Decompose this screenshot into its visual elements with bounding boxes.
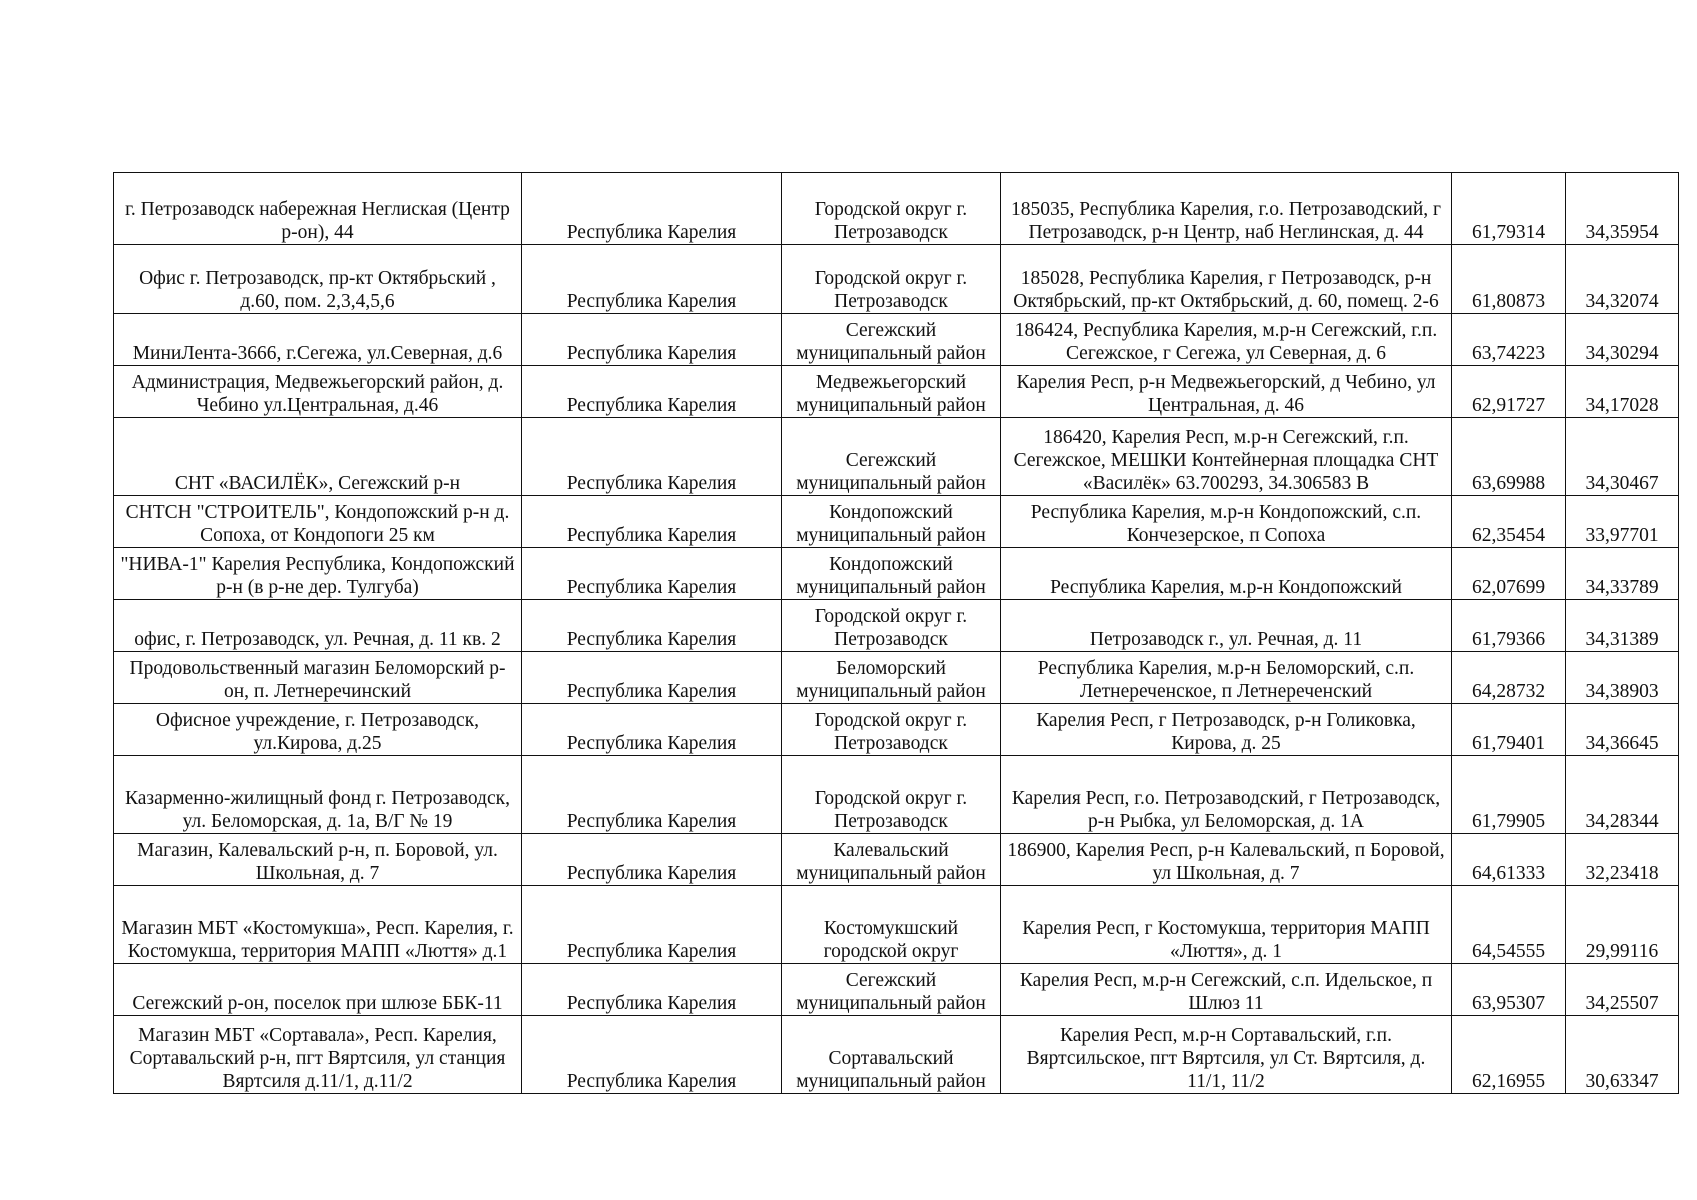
- cell-address: Карелия Респ, р-н Медвежьегорский, д Чебино, ул Центральная, д. 46: [1001, 366, 1452, 418]
- cell-latitude: 62,07699: [1452, 548, 1566, 600]
- cell-longitude: 34,33789: [1566, 548, 1679, 600]
- cell-district: Сортавальский муниципальный район: [782, 1016, 1001, 1094]
- table-row: [114, 314, 1679, 366]
- cell-longitude: 34,30294: [1566, 314, 1679, 366]
- table-row: [114, 964, 1679, 1016]
- cell-address: 186900, Карелия Респ, р-н Калевальский, п Боровой, ул Школьная, д. 7: [1001, 834, 1452, 886]
- cell-region: Республика Карелия: [522, 834, 782, 886]
- cell-longitude: 34,25507: [1566, 964, 1679, 1016]
- cell-latitude: 64,28732: [1452, 652, 1566, 704]
- table-row: [114, 548, 1679, 600]
- cell-region: Республика Карелия: [522, 245, 782, 314]
- cell-address: 185035, Республика Карелия, г.о. Петрозаводский, г Петрозаводск, р-н Центр, наб Неглинская, д. 44: [1001, 173, 1452, 245]
- cell-longitude: 34,17028: [1566, 366, 1679, 418]
- cell-object-name: "НИВА-1" Карелия Республика, Кондопожский р-н (в р-не дер. Тулгуба): [114, 548, 522, 600]
- cell-district: Кондопожский муниципальный район: [782, 548, 1001, 600]
- cell-address: Республика Карелия, м.р-н Кондопожский, с.п. Кончезерское, п Сопоха: [1001, 496, 1452, 548]
- cell-object-name: СНТ «ВАСИЛЁК», Сегежский р-н: [114, 418, 522, 496]
- cell-latitude: 64,54555: [1452, 886, 1566, 964]
- cell-region: Республика Карелия: [522, 704, 782, 756]
- cell-address: Петрозаводск г., ул. Речная, д. 11: [1001, 600, 1452, 652]
- cell-district: Костомукшский городской округ: [782, 886, 1001, 964]
- table-row: [114, 704, 1679, 756]
- cell-object-name: МиниЛента-3666, г.Сегежа, ул.Северная, д.6: [114, 314, 522, 366]
- cell-object-name: г. Петрозаводск набережная Неглиская (Центр р-он), 44: [114, 173, 522, 245]
- table-row: [114, 366, 1679, 418]
- cell-object-name: Магазин МБТ «Сортавала», Респ. Карелия, Сортавальский р-н, пгт Вяртсиля, ул станция Вяртсиля д.11/1, д.11/2: [114, 1016, 522, 1094]
- cell-longitude: 34,38903: [1566, 652, 1679, 704]
- cell-latitude: 61,79314: [1452, 173, 1566, 245]
- cell-district: Городской округ г. Петрозаводск: [782, 245, 1001, 314]
- cell-longitude: 30,63347: [1566, 1016, 1679, 1094]
- cell-longitude: 34,35954: [1566, 173, 1679, 245]
- cell-region: Республика Карелия: [522, 548, 782, 600]
- table-body: [114, 173, 1679, 1094]
- cell-latitude: 64,61333: [1452, 834, 1566, 886]
- cell-region: Республика Карелия: [522, 756, 782, 834]
- cell-latitude: 63,69988: [1452, 418, 1566, 496]
- cell-address: Карелия Респ, г.о. Петрозаводский, г Петрозаводск, р-н Рыбка, ул Беломорская, д. 1А: [1001, 756, 1452, 834]
- cell-latitude: 62,16955: [1452, 1016, 1566, 1094]
- cell-longitude: 34,32074: [1566, 245, 1679, 314]
- cell-region: Республика Карелия: [522, 366, 782, 418]
- cell-latitude: 61,79905: [1452, 756, 1566, 834]
- cell-address: Республика Карелия, м.р-н Беломорский, с.п. Летнереченское, п Летнереченский: [1001, 652, 1452, 704]
- cell-region: Республика Карелия: [522, 418, 782, 496]
- cell-longitude: 33,97701: [1566, 496, 1679, 548]
- table-row: [114, 652, 1679, 704]
- cell-object-name: офис, г. Петрозаводск, ул. Речная, д. 11 кв. 2: [114, 600, 522, 652]
- cell-region: Республика Карелия: [522, 600, 782, 652]
- cell-district: Сегежский муниципальный район: [782, 964, 1001, 1016]
- cell-address: Карелия Респ, г Петрозаводск, р-н Голиковка, Кирова, д. 25: [1001, 704, 1452, 756]
- cell-object-name: Магазин МБТ «Костомукша», Респ. Карелия, г. Костомукша, территория МАПП «Люття» д.1: [114, 886, 522, 964]
- cell-longitude: 29,99116: [1566, 886, 1679, 964]
- cell-region: Республика Карелия: [522, 652, 782, 704]
- cell-district: Медвежьегорский муниципальный район: [782, 366, 1001, 418]
- cell-object-name: Администрация, Медвежьегорский район, д. Чебино ул.Центральная, д.46: [114, 366, 522, 418]
- table-row: [114, 600, 1679, 652]
- cell-latitude: 63,74223: [1452, 314, 1566, 366]
- cell-address: Карелия Респ, м.р-н Сегежский, с.п. Идельское, п Шлюз 11: [1001, 964, 1452, 1016]
- table-row: [114, 834, 1679, 886]
- cell-object-name: Офисное учреждение, г. Петрозаводск, ул.Кирова, д.25: [114, 704, 522, 756]
- cell-region: Республика Карелия: [522, 496, 782, 548]
- cell-longitude: 32,23418: [1566, 834, 1679, 886]
- table-row: [114, 886, 1679, 964]
- cell-address: Республика Карелия, м.р-н Кондопожский: [1001, 548, 1452, 600]
- cell-object-name: Сегежский р-он, поселок при шлюзе ББК-11: [114, 964, 522, 1016]
- cell-latitude: 63,95307: [1452, 964, 1566, 1016]
- cell-object-name: Продовольственный магазин Беломорский р-он, п. Летнеречинский: [114, 652, 522, 704]
- cell-address: Карелия Респ, г Костомукша, территория МАПП «Люття», д. 1: [1001, 886, 1452, 964]
- cell-district: Беломорский муниципальный район: [782, 652, 1001, 704]
- cell-district: Городской округ г. Петрозаводск: [782, 600, 1001, 652]
- cell-address: 186420, Карелия Респ, м.р-н Сегежский, г.п. Сегежское, МЕШКИ Контейнерная площадка СНТ «Василёк» 63.700293, 34.306583 В: [1001, 418, 1452, 496]
- table-row: [114, 418, 1679, 496]
- table-row: [114, 245, 1679, 314]
- locations-table: [113, 172, 1679, 1094]
- cell-address: 185028, Республика Карелия, г Петрозаводск, р-н Октябрьский, пр-кт Октябрьский, д. 60, помещ. 2-6: [1001, 245, 1452, 314]
- cell-longitude: 34,31389: [1566, 600, 1679, 652]
- cell-address: Карелия Респ, м.р-н Сортавальский, г.п. Вяртсильское, пгт Вяртсиля, ул Ст. Вяртсиля, д. 11/1, 11/2: [1001, 1016, 1452, 1094]
- table-row: [114, 1016, 1679, 1094]
- cell-district: Сегежский муниципальный район: [782, 314, 1001, 366]
- cell-address: 186424, Республика Карелия, м.р-н Сегежский, г.п. Сегежское, г Сегежа, ул Северная, д. 6: [1001, 314, 1452, 366]
- cell-district: Городской округ г. Петрозаводск: [782, 173, 1001, 245]
- cell-district: Калевальский муниципальный район: [782, 834, 1001, 886]
- cell-region: Республика Карелия: [522, 964, 782, 1016]
- cell-latitude: 61,80873: [1452, 245, 1566, 314]
- cell-latitude: 62,91727: [1452, 366, 1566, 418]
- table-row: [114, 496, 1679, 548]
- cell-object-name: Магазин, Калевальский р-н, п. Боровой, ул. Школьная, д. 7: [114, 834, 522, 886]
- cell-latitude: 61,79401: [1452, 704, 1566, 756]
- cell-region: Республика Карелия: [522, 314, 782, 366]
- cell-longitude: 34,28344: [1566, 756, 1679, 834]
- cell-district: Сегежский муниципальный район: [782, 418, 1001, 496]
- cell-region: Республика Карелия: [522, 886, 782, 964]
- cell-district: Кондопожский муниципальный район: [782, 496, 1001, 548]
- cell-object-name: Офис г. Петрозаводск, пр-кт Октябрьский , д.60, пом. 2,3,4,5,6: [114, 245, 522, 314]
- cell-district: Городской округ г. Петрозаводск: [782, 704, 1001, 756]
- table-row: [114, 173, 1679, 245]
- cell-longitude: 34,30467: [1566, 418, 1679, 496]
- table-row: [114, 756, 1679, 834]
- cell-region: Республика Карелия: [522, 1016, 782, 1094]
- cell-object-name: СНТСН "СТРОИТЕЛЬ", Кондопожский р-н д. Сопоха, от Кондопоги 25 км: [114, 496, 522, 548]
- cell-object-name: Казарменно-жилищный фонд г. Петрозаводск, ул. Беломорская, д. 1а, В/Г № 19: [114, 756, 522, 834]
- cell-district: Городской округ г. Петрозаводск: [782, 756, 1001, 834]
- cell-latitude: 62,35454: [1452, 496, 1566, 548]
- cell-latitude: 61,79366: [1452, 600, 1566, 652]
- cell-longitude: 34,36645: [1566, 704, 1679, 756]
- cell-region: Республика Карелия: [522, 173, 782, 245]
